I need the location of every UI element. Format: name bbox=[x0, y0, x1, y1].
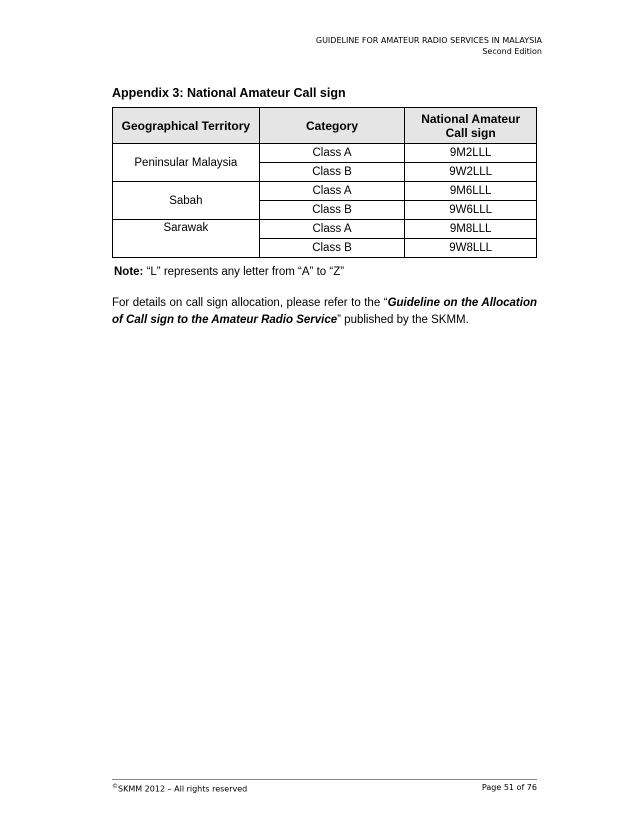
paragraph-text-start: For details on call sign allocation, please refer to the “ bbox=[112, 297, 388, 309]
callsign-table bbox=[112, 107, 537, 258]
category-cell: Class A bbox=[259, 220, 405, 239]
category-cell: Class B bbox=[259, 163, 405, 182]
callsign-cell: 9M2LLL bbox=[405, 144, 537, 163]
callsign-cell: 9M8LLL bbox=[405, 220, 537, 239]
page-number: Page 51 of 76 bbox=[481, 783, 537, 792]
note-label: Note: bbox=[114, 266, 144, 278]
guideline-reference: Guideline on the Allocation of Call sign to the Amateur Radio Service bbox=[112, 297, 537, 326]
column-header-callsign bbox=[405, 108, 537, 144]
note-text: “L” represents any letter from “A” to “Z” bbox=[143, 266, 345, 278]
header-edition: Second Edition bbox=[482, 47, 542, 56]
column-header-territory: Geographical Territory bbox=[113, 108, 260, 144]
territory-cell: Sabah bbox=[113, 182, 260, 220]
category-cell: Class B bbox=[259, 201, 405, 220]
category-cell: Class A bbox=[259, 144, 405, 163]
table-header-row bbox=[113, 108, 537, 144]
footer-divider bbox=[112, 779, 537, 780]
table-note bbox=[114, 266, 344, 278]
copyright-symbol: © bbox=[112, 783, 118, 790]
paragraph-text-end: ” published by the SKMM. bbox=[337, 314, 469, 326]
footer-copyright bbox=[112, 783, 247, 794]
callsign-cell: 9W8LLL bbox=[405, 239, 537, 258]
callsign-cell: 9M6LLL bbox=[405, 182, 537, 201]
page-header bbox=[316, 35, 542, 57]
territory-cell: Peninsular Malaysia bbox=[113, 144, 260, 182]
reference-paragraph bbox=[112, 295, 537, 329]
copyright-text: SKMM 2012 – All rights reserved bbox=[118, 784, 248, 794]
callsign-cell: 9W6LLL bbox=[405, 201, 537, 220]
territory-cell: Sarawak bbox=[113, 220, 260, 258]
section-title: Appendix 3: National Amateur Call sign bbox=[112, 86, 346, 100]
header-title: GUIDELINE FOR AMATEUR RADIO SERVICES IN MALAYSIA bbox=[315, 36, 542, 45]
column-header-category: Category bbox=[259, 108, 405, 144]
callsign-cell: 9W2LLL bbox=[405, 163, 537, 182]
table-row bbox=[113, 220, 537, 239]
category-cell: Class B bbox=[259, 239, 405, 258]
table-row bbox=[113, 144, 537, 163]
table-row bbox=[113, 182, 537, 201]
column-header-callsign-line2: Call sign bbox=[445, 125, 496, 140]
column-header-callsign-line1: National Amateur bbox=[421, 111, 521, 126]
category-cell: Class A bbox=[259, 182, 405, 201]
